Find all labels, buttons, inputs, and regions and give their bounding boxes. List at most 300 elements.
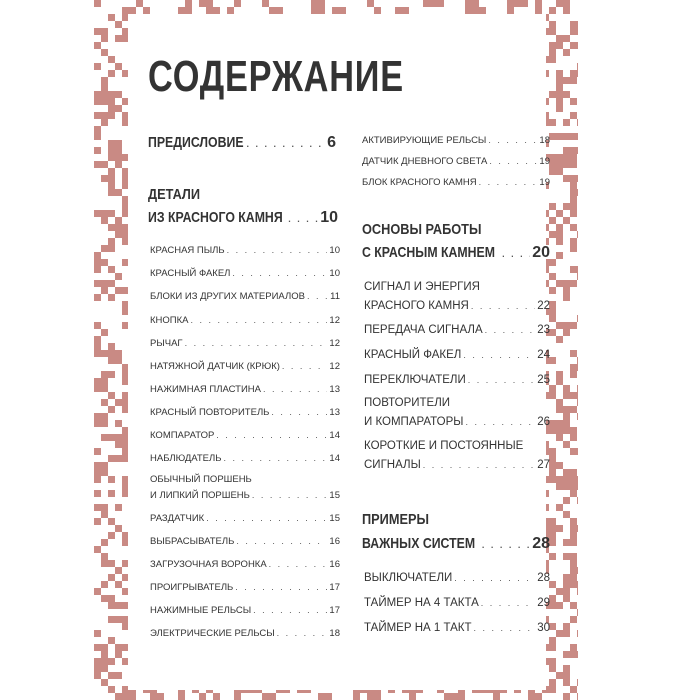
ornament-cell <box>549 476 556 483</box>
ornament-cell <box>563 329 570 336</box>
ornament-cell <box>108 210 115 217</box>
ornament-cell <box>108 357 115 364</box>
ornament-cell <box>570 224 577 231</box>
ornament-cell <box>563 385 570 392</box>
ornament-cell <box>556 70 563 77</box>
ornament-cell <box>115 224 122 231</box>
ornament-cell <box>108 105 115 112</box>
ornament-cell <box>570 189 577 196</box>
ornament-cell <box>115 147 122 154</box>
ornament-cell <box>549 357 556 364</box>
ornament-cell <box>556 98 563 105</box>
ornament-cell <box>94 42 101 49</box>
ornament-cell <box>549 637 556 644</box>
toc-entry-label: РАЗДАТЧИК <box>150 513 205 524</box>
ornament-cell <box>549 420 556 427</box>
toc-entry <box>150 361 340 372</box>
leader-dots <box>206 513 327 523</box>
ornament-cell <box>367 693 374 700</box>
ornament-cell <box>577 189 578 196</box>
ornament-cell <box>423 0 430 7</box>
leader-dots <box>474 623 536 633</box>
ornament-cell <box>556 336 563 343</box>
section-heading-part2-line1: ОСНОВЫ РАБОТЫ <box>362 221 482 238</box>
ornament-cell <box>556 105 563 112</box>
toc-entry-label: НАЖИМНЫЕ РЕЛЬСЫ <box>150 605 252 616</box>
toc-entry-label: БЛОКИ ИЗ ДРУГИХ МАТЕРИАЛОВ <box>150 291 305 302</box>
ornament-cell <box>101 658 108 665</box>
ornament-cell <box>549 21 556 28</box>
ornament-cell <box>577 28 578 35</box>
ornament-cell <box>311 0 318 7</box>
ornament-cell <box>101 371 108 378</box>
ornament-cell <box>101 161 108 168</box>
ornament-cell <box>129 693 136 700</box>
ornament-cell <box>101 665 108 672</box>
ornament-cell <box>115 525 122 532</box>
toc-entry-label-line1: ОБЫЧНЫЙ ПОРШЕНЬ <box>150 474 252 485</box>
ornament-cell <box>570 21 577 28</box>
ornament-cell <box>570 602 577 609</box>
ornament-cell <box>101 35 108 42</box>
ornament-cell <box>115 420 122 427</box>
ornament-cell <box>101 560 108 567</box>
ornament-cell <box>570 70 577 77</box>
ornament-cell <box>563 91 570 98</box>
ornament-cell <box>108 490 115 497</box>
ornament-cell <box>108 154 115 161</box>
leader-dots <box>252 490 328 500</box>
toc-entry <box>150 291 340 302</box>
toc-entry-page: 15 <box>329 513 340 524</box>
ornament-cell <box>549 91 556 98</box>
toc-entry <box>150 605 340 616</box>
ornament-cell <box>549 308 556 315</box>
ornament-cell <box>563 651 570 658</box>
ornament-cell <box>465 0 472 7</box>
toc-entry-label-line1: ПОВТОРИТЕЛИ <box>364 397 451 409</box>
ornament-cell <box>108 294 115 301</box>
ornament-cell <box>94 266 101 273</box>
ornament-cell <box>556 406 563 413</box>
ornament-cell <box>199 693 206 700</box>
ornament-cell <box>108 175 115 182</box>
ornament-cell <box>213 7 220 14</box>
ornament-cell <box>115 581 122 588</box>
ornament-cell <box>101 595 108 602</box>
ornament-cell <box>325 693 332 700</box>
toc-entry <box>364 597 550 609</box>
ornament-cell <box>577 266 578 273</box>
ornament-cell <box>563 623 570 630</box>
ornament-cell <box>353 693 360 700</box>
ornament-cell <box>101 245 108 252</box>
ornament-cell <box>108 112 115 119</box>
ornament-cell <box>577 231 578 238</box>
ornament-cell <box>549 679 556 686</box>
ornament-cell <box>115 273 122 280</box>
ornament-cell <box>94 0 101 7</box>
ornament-cell <box>556 133 563 140</box>
ornament-cell <box>94 665 101 672</box>
toc-entry-page: 16 <box>329 536 340 547</box>
toc-entry-label: НАЖИМНАЯ ПЛАСТИНА <box>150 384 261 395</box>
leader-dots <box>489 156 537 166</box>
ornament-cell <box>108 245 115 252</box>
ornament-cell <box>143 7 150 14</box>
ornament-cell <box>563 0 570 7</box>
ornament-cell <box>115 105 122 112</box>
ornament-cell <box>563 427 570 434</box>
ornament-cell <box>570 539 577 546</box>
ornament-cell <box>94 343 101 350</box>
ornament-cell <box>234 693 241 700</box>
ornament-cell <box>318 0 325 7</box>
ornament-cell <box>108 532 115 539</box>
ornament-cell <box>94 322 101 329</box>
ornament-cell <box>129 7 136 14</box>
ornament-cell <box>563 203 570 210</box>
ornament-cell <box>549 469 556 476</box>
ornament-cell <box>262 0 269 7</box>
leader-dots <box>277 628 328 638</box>
ornament-cell <box>549 427 556 434</box>
ornament-cell <box>276 7 283 14</box>
toc-entry-label: ВЫКЛЮЧАТЕЛИ <box>364 572 453 584</box>
leader-dots <box>502 249 530 259</box>
ornament-cell <box>556 42 563 49</box>
toc-entry-page: 20 <box>532 244 550 261</box>
ornament-cell <box>451 693 458 700</box>
ornament-cell <box>563 630 570 637</box>
toc-entry <box>364 324 550 336</box>
ornament-cell <box>409 693 416 700</box>
ornament-cell <box>94 658 101 665</box>
ornament-cell <box>570 686 577 693</box>
toc-entry-page: 25 <box>537 374 550 386</box>
ornament-cell <box>108 91 115 98</box>
ornament-cell <box>472 0 479 7</box>
ornament-cell <box>549 119 556 126</box>
ornament-cell <box>101 651 108 658</box>
ornament-cell <box>108 70 115 77</box>
ornament-cell <box>556 77 563 84</box>
toc-entry-page: 27 <box>537 459 550 471</box>
ornament-cell <box>563 679 570 686</box>
ornament-cell <box>94 420 101 427</box>
leader-dots <box>227 245 328 255</box>
ornament-cell <box>94 672 101 679</box>
section-heading-part2-line2: С КРАСНЫМ КАМНЕМ <box>362 244 495 261</box>
ornament-cell <box>570 392 577 399</box>
ornament-cell <box>108 518 115 525</box>
leader-dots <box>454 573 535 583</box>
ornament-cell <box>101 434 108 441</box>
ornament-cell <box>570 196 577 203</box>
ornament-cell <box>549 231 556 238</box>
toc-entry-page: 10 <box>329 268 340 279</box>
ornament-cell <box>563 77 570 84</box>
toc-entry <box>150 268 340 279</box>
ornament-cell <box>549 154 556 161</box>
toc-entry-label: РЫЧАГ <box>150 338 183 349</box>
ornament-cell <box>549 665 556 672</box>
ornament-cell <box>115 217 122 224</box>
ornament-cell <box>549 448 556 455</box>
ornament-cell <box>570 644 577 651</box>
ornament-cell <box>101 210 108 217</box>
ornament-cell <box>556 224 563 231</box>
ornament-cell <box>549 315 556 322</box>
ornament-cell <box>570 525 577 532</box>
ornament-cell <box>563 280 570 287</box>
ornament-cell <box>570 98 577 105</box>
toc-entry-page: 14 <box>329 453 340 464</box>
ornament-cell <box>556 434 563 441</box>
ornament-cell <box>556 322 563 329</box>
ornament-cell <box>108 602 115 609</box>
ornament-cell <box>395 7 402 14</box>
ornament-cell <box>577 175 578 182</box>
ornament-cell <box>94 126 101 133</box>
toc-entry-label: ЭЛЕКТРИЧЕСКИЕ РЕЛЬСЫ <box>150 628 275 639</box>
ornament-cell <box>115 35 122 42</box>
leader-dots <box>223 453 327 463</box>
ornament-cell <box>577 476 578 483</box>
toc-entry-label: НАТЯЖНОЙ ДАТЧИК (КРЮК) <box>150 361 280 372</box>
ornament-cell <box>94 469 101 476</box>
ornament-cell <box>556 378 563 385</box>
ornament-cell <box>563 161 570 168</box>
ornament-cell <box>101 280 108 287</box>
ornament-cell <box>108 560 115 567</box>
ornament-cell <box>101 469 108 476</box>
ornament-cell <box>577 315 578 322</box>
ornament-cell <box>115 504 122 511</box>
leader-dots <box>488 135 537 145</box>
ornament-cell <box>101 259 108 266</box>
ornament-cell <box>94 294 101 301</box>
toc-entry <box>150 582 340 593</box>
ornament-cell <box>570 112 577 119</box>
ornament-cell <box>108 280 115 287</box>
ornament-cell <box>367 0 374 7</box>
ornament-cell <box>563 35 570 42</box>
toc-entry <box>364 459 550 471</box>
ornament-cell <box>94 161 101 168</box>
ornament-cell <box>563 672 570 679</box>
ornament-cell <box>556 161 563 168</box>
ornament-cell <box>94 385 101 392</box>
ornament-cell <box>108 350 115 357</box>
ornament-cell <box>577 525 578 532</box>
ornament-cell <box>556 399 563 406</box>
ornament-cell <box>115 161 122 168</box>
ornament-cell <box>94 476 101 483</box>
ornament-cell <box>570 490 577 497</box>
ornament-cell <box>94 518 101 525</box>
ornament-cell <box>101 77 108 84</box>
ornament-cell <box>101 84 108 91</box>
ornament-cell <box>115 672 122 679</box>
toc-entry-page: 12 <box>329 315 340 326</box>
ornament-cell <box>101 49 108 56</box>
leader-dots <box>253 605 327 615</box>
leader-dots <box>216 430 327 440</box>
ornament-cell <box>227 7 234 14</box>
ornament-cell <box>570 371 577 378</box>
toc-entry-page: 16 <box>329 559 340 570</box>
toc-entry <box>364 416 550 428</box>
ornament-cell <box>570 616 577 623</box>
toc-entry-page: 28 <box>532 535 550 552</box>
toc-entry-label: АКТИВИРУЮЩИЕ РЕЛЬСЫ <box>362 135 487 146</box>
page-title: СОДЕРЖАНИЕ <box>148 52 404 101</box>
toc-entry-page: 23 <box>537 324 550 336</box>
ornament-cell <box>94 133 101 140</box>
toc-entry-part1 <box>148 209 338 227</box>
ornament-cell <box>570 364 577 371</box>
ornament-cell <box>479 7 486 14</box>
ornament-cell <box>563 588 570 595</box>
ornament-cell <box>94 644 101 651</box>
toc-entry-label: ТАЙМЕР НА 4 ТАКТА <box>364 597 479 609</box>
ornament-cell <box>570 133 577 140</box>
ornament-cell <box>115 21 122 28</box>
ornament-cell <box>549 168 556 175</box>
ornament-cell <box>556 371 563 378</box>
ornament-cell <box>570 427 577 434</box>
toc-entry-label: БЛОК КРАСНОГО КАМНЯ <box>362 177 477 188</box>
toc-entry <box>150 245 340 256</box>
ornament-cell <box>94 448 101 455</box>
ornament-cell <box>115 357 122 364</box>
leader-dots <box>190 315 327 325</box>
ornament-cell <box>101 175 108 182</box>
ornament-cell <box>108 574 115 581</box>
ornament-cell <box>577 42 578 49</box>
toc-entry <box>364 572 550 584</box>
ornament-cell <box>577 567 578 574</box>
toc-entry-label: КРАСНЫЙ ФАКЕЛ <box>150 268 231 279</box>
ornament-cell <box>115 693 122 700</box>
ornament-cell <box>101 350 108 357</box>
ornament-cell <box>549 553 556 560</box>
ornament-cell <box>94 350 101 357</box>
ornament-cell <box>570 448 577 455</box>
section-heading-part1-line1: ДЕТАЛИ <box>148 186 201 203</box>
toc-entry-label: КРАСНАЯ ПЫЛЬ <box>150 245 225 256</box>
ornament-cell <box>563 693 570 700</box>
ornament-cell <box>563 595 570 602</box>
ornament-cell <box>563 49 570 56</box>
toc-entry-label: СИГНАЛЫ <box>364 459 421 471</box>
ornament-cell <box>563 175 570 182</box>
ornament-cell <box>556 0 563 7</box>
ornament-cell <box>108 476 115 483</box>
ornament-cell <box>535 7 542 14</box>
ornament-cell <box>563 511 570 518</box>
ornament-cell <box>101 581 108 588</box>
ornament-cell <box>570 406 577 413</box>
ornament-cell <box>577 609 578 616</box>
ornament-cell <box>549 686 556 693</box>
toc-entry-page: 17 <box>329 605 340 616</box>
ornament-cell <box>444 693 451 700</box>
ornament-cell <box>556 280 563 287</box>
ornament-cell <box>549 658 556 665</box>
toc-entry-label: КНОПКА <box>150 315 189 326</box>
ornament-cell <box>549 602 556 609</box>
ornament-cell <box>122 693 129 700</box>
ornament-cell <box>563 574 570 581</box>
ornament-cell <box>556 630 563 637</box>
toc-entry-label: ПЕРЕДАЧА СИГНАЛА <box>364 324 483 336</box>
toc-entry-page: 19 <box>539 177 550 188</box>
ornament-cell <box>311 7 318 14</box>
ornament-cell <box>108 406 115 413</box>
ornament-cell <box>94 98 101 105</box>
ornament-cell <box>115 602 122 609</box>
ornament-cell <box>556 588 563 595</box>
ornament-cell <box>563 420 570 427</box>
toc-entry-page: 24 <box>537 349 550 361</box>
ornament-cell <box>213 693 220 700</box>
ornament-cell <box>577 497 578 504</box>
leader-dots <box>232 268 327 278</box>
ornament-cell <box>94 490 101 497</box>
ornament-cell <box>549 7 556 14</box>
leader-dots <box>471 301 535 311</box>
ornament-cell <box>549 133 556 140</box>
ornament-cell <box>101 539 108 546</box>
ornament-cell <box>199 0 206 7</box>
toc-entry-page: 28 <box>537 572 550 584</box>
ornament-cell <box>563 119 570 126</box>
ornament-cell <box>115 651 122 658</box>
ornament-cell <box>402 7 409 14</box>
ornament-cell <box>101 553 108 560</box>
ornament-cell <box>570 28 577 35</box>
toc-entry <box>364 349 550 361</box>
toc-entry-label: ПРОИГРЫВАТЕЛЬ <box>150 582 234 593</box>
ornament-cell <box>101 385 108 392</box>
ornament-cell <box>556 483 563 490</box>
ornament-cell <box>101 413 108 420</box>
ornament-cell <box>115 91 122 98</box>
leader-dots <box>288 214 318 224</box>
ornament-cell <box>101 28 108 35</box>
ornament-cell <box>563 217 570 224</box>
ornament-cell <box>94 252 101 259</box>
leader-dots <box>423 460 535 470</box>
ornament-cell <box>556 525 563 532</box>
ornament-cell <box>94 28 101 35</box>
ornament-cell <box>570 175 577 182</box>
ornament-cell <box>108 168 115 175</box>
ornament-cell <box>115 189 122 196</box>
ornament-cell <box>549 56 556 63</box>
ornament-cell <box>549 539 556 546</box>
ornament-cell <box>458 693 465 700</box>
leader-dots <box>235 582 327 592</box>
ornament-cell <box>563 133 570 140</box>
ornament-cell <box>570 161 577 168</box>
toc-entry-label: ПЕРЕКЛЮЧАТЕЛИ <box>364 374 466 386</box>
ornament-cell <box>108 637 115 644</box>
ornament-cell <box>570 651 577 658</box>
ornament-cell <box>549 217 556 224</box>
